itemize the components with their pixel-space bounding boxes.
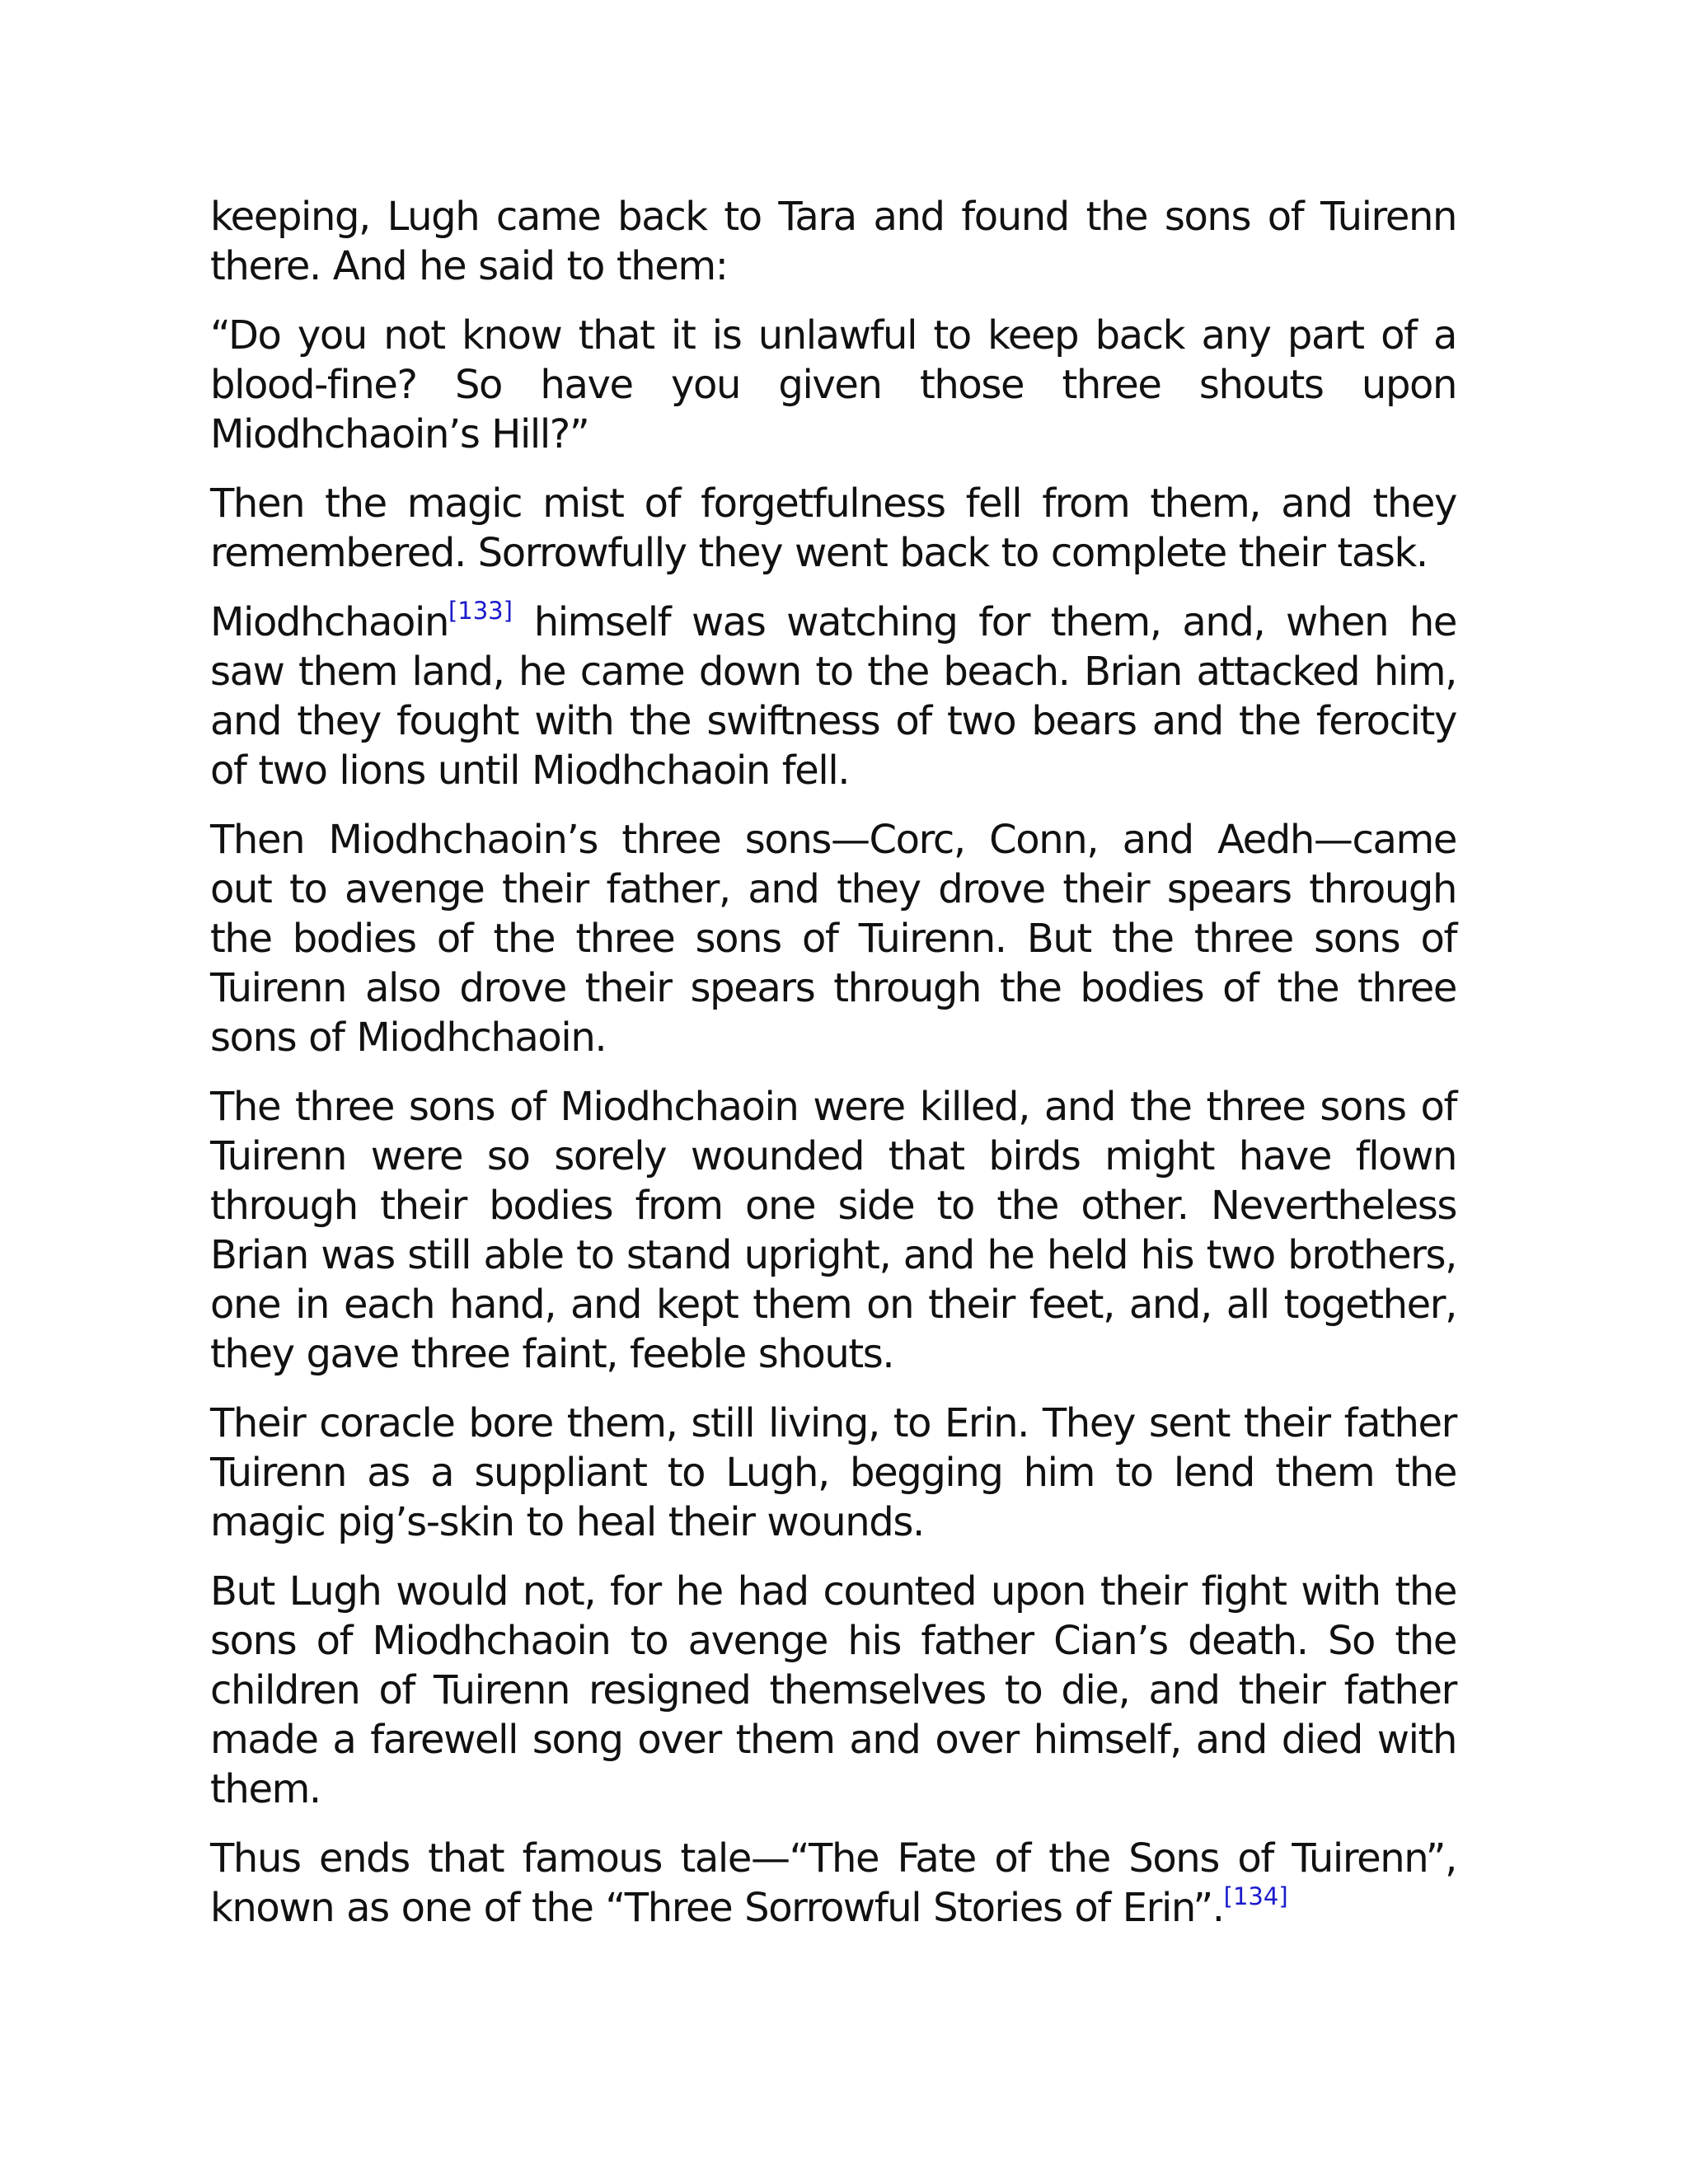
paragraph-4-lead: Miodhchaoin <box>210 599 448 645</box>
paragraph-2: “Do you not know that it is unlawful to keep back any part of a blood-fine? So have you given those three shouts upon Miodhchaoin’s Hill?” <box>210 312 1456 457</box>
paragraph-5: Then Miodhchaoin’s three sons—Corc, Conn, and Aedh—came out to avenge their father, and they drove their spears through the bodies of the three sons of Tuirenn. But the three sons of Tuirenn also drove their spears through the bodies of the three sons of Miodhchaoin. <box>210 817 1456 1061</box>
footnote-link-133[interactable]: [133] <box>448 597 513 625</box>
paragraph-9-text: Thus ends that famous tale—“The Fate of the Sons of Tuirenn”, known as one of the “Three Sorrowful Stories of Erin”. <box>210 1835 1456 1931</box>
paragraph-3: Then the magic mist of forgetfulness fell from them, and they remembered. Sorrowfully they went back to complete their task. <box>210 480 1456 576</box>
paragraph-1: keeping, Lugh came back to Tara and found the sons of Tuirenn there. And he said to them: <box>210 194 1456 289</box>
paragraph-4 <box>210 598 1456 795</box>
footnote-link-134[interactable]: [134] <box>1223 1882 1288 1910</box>
paragraph-4-rest: himself was watching for them, and, when he saw them land, he came down to the beach. Brian attacked him, and they fought with the swiftness of two bears and the ferocity of two lions until Miodhchaoin fell. <box>210 599 1456 794</box>
paragraph-6: The three sons of Miodhchaoin were killed, and the three sons of Tuirenn were so sorely wounded that birds might have flown through their bodies from one side to the other. Nevertheless Brian was still able to stand upright, and he held his two brothers, one in each hand, and kept them on their feet, and, all together, they gave three faint, feeble shouts. <box>210 1084 1456 1377</box>
book-page-text <box>210 192 1456 1952</box>
paragraph-8: But Lugh would not, for he had counted upon their fight with the sons of Miodhchaoin to avenge his father Cian’s death. So the children of Tuirenn resigned themselves to die, and their father made a farewell song over them and over himself, and died with them. <box>210 1568 1456 1812</box>
paragraph-9 <box>210 1834 1456 1933</box>
paragraph-7: Their coracle bore them, still living, to Erin. They sent their father Tuirenn as a suppliant to Lugh, begging him to lend them the magic pig’s-skin to heal their wounds. <box>210 1400 1456 1545</box>
